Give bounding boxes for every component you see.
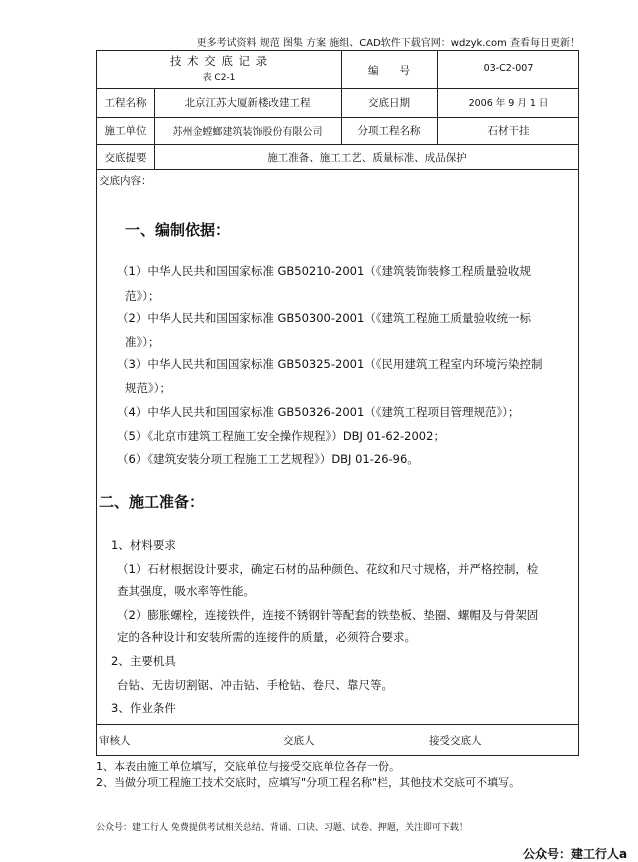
- form-title: 技 术 交 底 记 录: [169, 54, 269, 68]
- receiver-label: 接受交底人: [429, 735, 482, 747]
- rule: [97, 117, 578, 118]
- basis-line: （5）《北京市建筑工程施工安全操作规程》）DBJ 01-62-2002；: [117, 429, 445, 443]
- prep-line: 2、主要机具: [111, 654, 176, 668]
- content-label: 交底内容：: [99, 175, 152, 187]
- rule: [97, 88, 578, 89]
- watermark-logo: 公众号：建工行人a: [523, 847, 628, 861]
- summary-label: 交底提要: [104, 152, 147, 164]
- prep-line: （1）石材根据设计要求，确定石材的品种颜色、花纹和尺寸规格，并严格控制，检: [117, 562, 539, 576]
- basis-line: （3）中华人民共和国国家标准 GB50325-2001（《民用建筑工程室内环境污染控制: [117, 357, 543, 371]
- note-1: 1、本表由施工单位填写，交底单位与接受交底单位各存一份。: [96, 760, 400, 773]
- top-download-note: 更多考试资料 规范 图集 方案 施组、CAD软件下载官网：wdzyk.com 查看每日更新！: [196, 38, 580, 49]
- prep-line: 查其强度，吸水率等性能。: [117, 584, 255, 598]
- project-label: 工程名称: [104, 97, 147, 109]
- prep-line: 3、作业条件: [111, 701, 176, 715]
- unit-label: 施工单位: [104, 125, 147, 137]
- form-code: 表 C2-1: [202, 73, 236, 83]
- number-label: 编 号: [368, 65, 410, 77]
- rule: [97, 144, 578, 145]
- footer-note: 公众号：建工行人 免费提供考试相关总结、背诵、口诀、习题、试卷、押题，关注即可下载！: [96, 823, 468, 833]
- basis-line: （1）中华人民共和国国家标准 GB50210-2001（《建筑装饰装修工程质量验收规: [117, 264, 532, 278]
- section-1-title: 一、编制依据：: [125, 221, 231, 239]
- basis-line: 规范》）；: [125, 381, 171, 395]
- date-label: 交底日期: [368, 97, 410, 109]
- prep-line: 台钻、无齿切割锯、冲击钻、手枪钻、卷尺、靠尺等。: [117, 678, 393, 692]
- project-value: 北京江苏大厦新楼改建工程: [184, 97, 311, 109]
- basis-line: （2）中华人民共和国国家标准 GB50300-2001（《建筑工程施工质量验收统一标: [117, 311, 532, 325]
- reviewer-label: 审核人: [99, 735, 131, 747]
- note-2: 2、当做分项工程施工技术交底时，应填写"分项工程名称"栏，其他技术交底可不填写。: [96, 776, 521, 789]
- basis-line: （6）《建筑安装分项工程施工工艺规程》）DBJ 01-26-96。: [117, 452, 419, 466]
- subproject-value: 石材干挂: [487, 125, 530, 137]
- rule: [97, 169, 578, 170]
- prep-line: 1、材料要求: [111, 538, 176, 552]
- number-value: 03-C2-007: [483, 63, 534, 74]
- subproject-label: 分项工程名称: [357, 125, 421, 137]
- discloser-label: 交底人: [283, 735, 315, 747]
- basis-line: 准》）；: [125, 335, 160, 349]
- section-2-title: 二、施工准备：: [99, 493, 205, 511]
- prep-line: （2）膨胀螺栓，连接铁件，连接不锈钢针等配套的铁垫板、垫圈、螺帽及与骨架固: [117, 608, 539, 622]
- prep-line: 定的各种设计和安装所需的连接件的质量，必须符合要求。: [117, 630, 416, 644]
- basis-line: （4）中华人民共和国国家标准 GB50326-2001（《建筑工程项目管理规范》）；: [117, 405, 520, 419]
- summary-value: 施工准备、施工工艺、质量标准、成品保护: [267, 152, 467, 164]
- unit-value: 苏州金螳螂建筑装饰股份有限公司: [172, 127, 323, 138]
- disclosure-form: [96, 50, 579, 756]
- rule: [97, 724, 578, 725]
- basis-line: 范》）；: [125, 289, 160, 303]
- date-value: 2006 年 9 月 1 日: [468, 98, 549, 109]
